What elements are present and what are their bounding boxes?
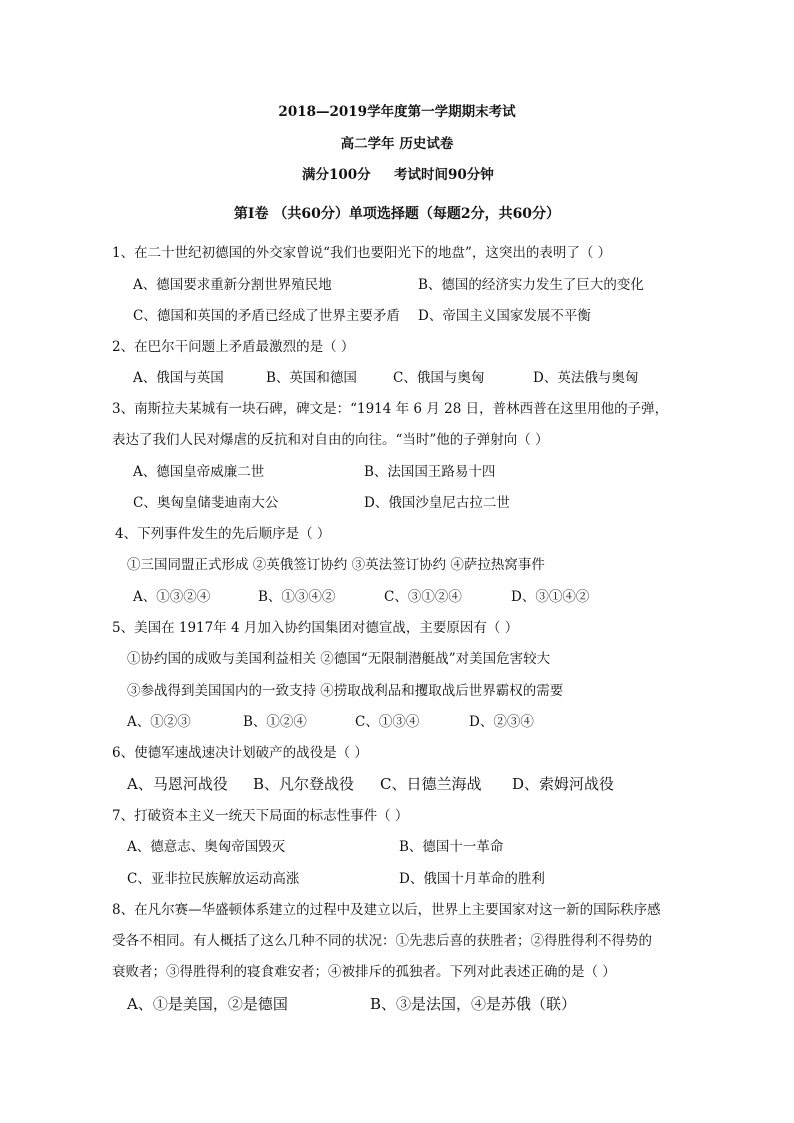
question-3-stem-line-1: 3、南斯拉夫某城有一块石碑，碑文是：“1914 年 6 月 28 日，普林西普在这里用他的子弹， [112, 401, 669, 417]
question-8-stem-line-3: 衰败者；③得胜得利的寝食难安者；④被排斥的孤独者。下列对此表述正确的是（ ） [112, 964, 616, 980]
question-5-option-a[interactable]: A、①②③ [127, 714, 191, 730]
question-4-option-d[interactable]: D、③①④② [511, 589, 590, 605]
question-2-option-a[interactable]: A、俄国与英国 [133, 370, 224, 386]
question-8-stem-line-1: 8、在凡尔赛—华盛顿体系建立的过程中及建立以后，世界上主要国家对这一新的国际秩序感 [112, 902, 661, 918]
question-7-option-b[interactable]: B、德国十一革命 [399, 839, 504, 855]
question-7-option-a[interactable]: A、德意志、奥匈帝国毁灭 [127, 839, 286, 855]
question-2-stem: 2、在巴尔干问题上矛盾最激烈的是（ ） [112, 339, 355, 355]
exam-time: 考试时间90分钟 [394, 167, 494, 183]
question-6-stem: 6、使德军速战速决计划破产的战役是（ ） [112, 745, 368, 761]
question-1-option-b[interactable]: B、德国的经济实力发生了巨大的变化 [418, 277, 644, 293]
question-3-option-a[interactable]: A、德国皇帝威廉二世 [133, 464, 265, 480]
question-1-option-a[interactable]: A、德国要求重新分割世界殖民地 [133, 277, 332, 293]
question-8-option-b[interactable]: B、③是法国，④是苏俄（联） [370, 995, 577, 1013]
question-5-reason-1-2: ①协约国的成败与美国利益相关 ②德国“无限制潜艇战”对美国危害较大 [127, 651, 551, 667]
question-4-option-c[interactable]: C、③①②④ [384, 589, 462, 605]
question-7-stem: 7、打破资本主义一统天下局面的标志性事件（ ） [112, 808, 409, 824]
question-4-option-a[interactable]: A、①③②④ [133, 589, 211, 605]
question-6-option-a[interactable]: A、马恩河战役 [127, 775, 228, 793]
question-3-stem-line-2: 表达了我们人民对爆虐的反抗和对自由的向往。“当时”他的子弹射向（ ） [112, 432, 549, 448]
question-4-option-b[interactable]: B、①③④② [258, 589, 336, 605]
question-2-option-c[interactable]: C、俄国与奥匈 [393, 370, 485, 386]
question-6-option-c[interactable]: C、日德兰海战 [380, 775, 482, 793]
question-5-reason-3-4: ③参战得到美国国内的一致支持 ④捞取战利品和攫取战后世界霸权的需要 [127, 683, 564, 699]
question-8-stem-line-2: 受各不相同。有人概括了这么几种不同的状况：①先悲后喜的获胜者；②得胜得利不得势的 [112, 933, 652, 949]
question-7-option-c[interactable]: C、亚非拉民族解放运动高涨 [127, 871, 300, 887]
question-3-option-b[interactable]: B、法国国王路易十四 [364, 464, 496, 480]
question-1-option-c[interactable]: C、德国和英国的矛盾已经成了世界主要矛盾 [133, 308, 400, 324]
question-4-events: ①三国同盟正式形成 ②英俄签订协约 ③英法签订协约 ④萨拉热窝事件 [127, 557, 545, 573]
question-7-option-d[interactable]: D、俄国十月革命的胜利 [399, 871, 545, 887]
question-5-option-b[interactable]: B、①②④ [243, 714, 307, 730]
question-2-option-d[interactable]: D、英法俄与奥匈 [533, 370, 639, 386]
question-1-option-d[interactable]: D、帝国主义国家发展不平衡 [418, 308, 591, 324]
question-2-option-b[interactable]: B、英国和德国 [266, 370, 357, 386]
question-5-option-c[interactable]: C、①③④ [355, 714, 420, 730]
section-heading: 第Ⅰ卷 （共60分）单项选择题（每题2分，共60分） [233, 206, 561, 222]
question-3-option-d[interactable]: D、俄国沙皇尼古拉二世 [364, 495, 510, 511]
question-1-stem: 1、在二十世纪初德国的外交家曾说“我们也要阳光下的地盘”，这突出的表明了（ ） [112, 245, 612, 261]
full-score: 满分100分 [302, 167, 371, 183]
exam-subtitle: 高二学年 历史试卷 [340, 136, 454, 152]
question-8-option-a[interactable]: A、①是美国，②是德国 [127, 995, 288, 1013]
question-5-stem: 5、美国在 1917年 4 月加入协约国集团对德宣战，主要原因有（ ） [112, 620, 519, 636]
question-6-option-d[interactable]: D、索姆河战役 [512, 775, 615, 793]
question-6-option-b[interactable]: B、凡尔登战役 [253, 775, 355, 793]
question-3-option-c[interactable]: C、奥匈皇储斐迪南大公 [133, 495, 279, 511]
question-4-stem: 4、下列事件发生的先后顺序是（ ） [115, 526, 331, 542]
exam-title: 2018—2019学年度第一学期期末考试 [278, 104, 516, 120]
question-5-option-d[interactable]: D、②③④ [469, 714, 534, 730]
